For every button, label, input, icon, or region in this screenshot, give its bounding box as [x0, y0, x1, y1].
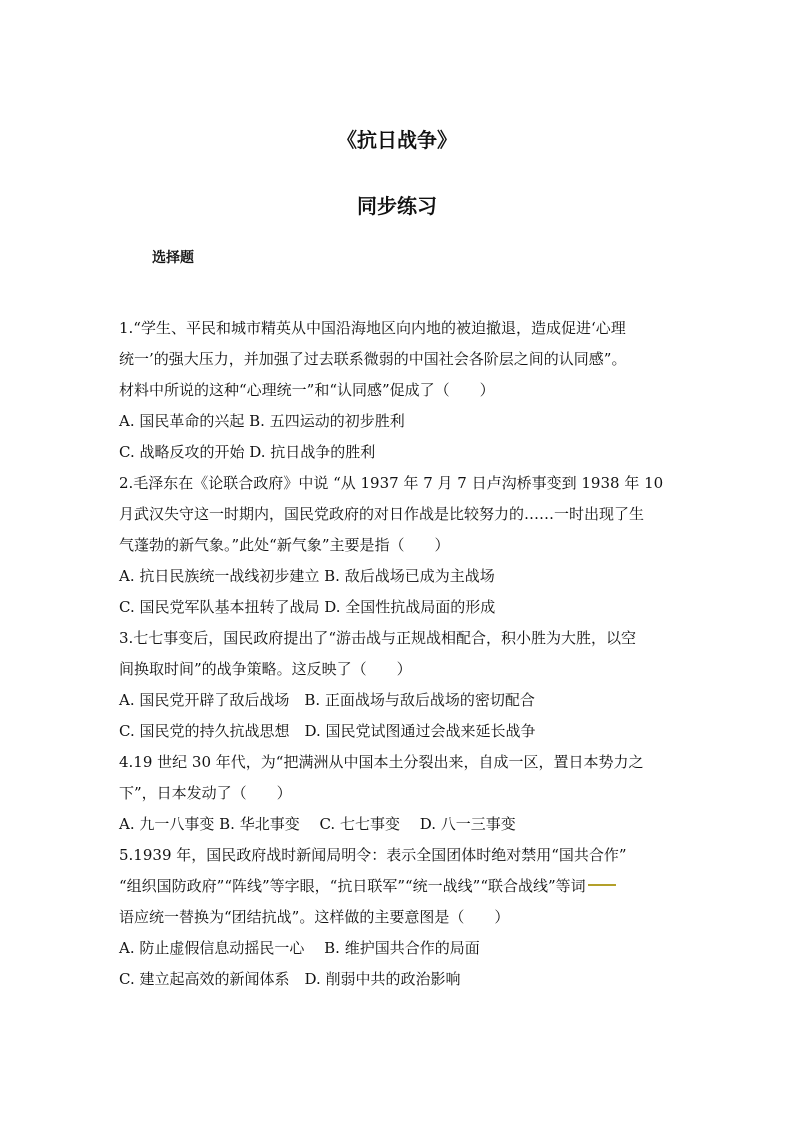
- text-line: 气蓬勃的新气象。”此处“新气象”主要是指（ ）: [119, 536, 450, 554]
- option-line: A. 防止虚假信息动摇民一心 B. 维护国共合作的局面: [119, 939, 480, 957]
- option-line: C. 国民党的持久抗战思想 D. 国民党试图通过会战来延长战争: [119, 722, 536, 740]
- document-subtitle: 同步练习: [357, 194, 437, 218]
- question-list: [119, 313, 679, 995]
- text-line: [119, 871, 679, 902]
- option-line: A. 国民党开辟了敌后战场 B. 正面战场与敌后战场的密切配合: [119, 691, 535, 709]
- text-line: 月武汉失守这一时期内，国民党政府的对日作战是比较努力的……一时出现了生: [119, 505, 645, 523]
- text-line: 材料中所说的这种“心理统一”和“认同感”促成了（ ）: [119, 381, 495, 399]
- option-line: A. 抗日民族统一战线初步建立 B. 敌后战场已成为主战场: [119, 567, 495, 585]
- text-line: 1.“学生、平民和城市精英从中国沿海地区向内地的被迫撤退，造成促进‘心理: [119, 319, 626, 337]
- document-title: 《抗日战争》: [337, 128, 457, 152]
- option-line: C. 国民党军队基本扭转了战局 D. 全国性抗战局面的形成: [119, 598, 496, 616]
- text-line: 4.19 世纪 30 年代，为“把满洲从中国本土分裂出来，自成一区，置日本势力之: [119, 753, 644, 771]
- option-line: A. 九一八事变 B. 华北事变 C. 七七事变 D. 八一三事变: [119, 815, 516, 833]
- option-line: C. 战略反攻的开始 D. 抗日战争的胜利: [119, 443, 376, 461]
- text-line: 2.毛泽东在《论联合政府》中说 “从 1937 年 7 月 7 日卢沟桥事变到 1938 年 10: [119, 474, 664, 492]
- option-line: A. 国民革命的兴起 B. 五四运动的初步胜利: [119, 412, 405, 430]
- accent-dash: [588, 884, 616, 886]
- text-line: 语应统一替换为“团结抗战”。这样做的主要意图是（ ）: [119, 908, 510, 926]
- section-heading: 选择题: [152, 250, 194, 266]
- text-line: 3.七七事变后，国民政府提出了“游击战与正规战相配合，积小胜为大胜，以空: [119, 629, 636, 647]
- text-line: 间换取时间”的战争策略。这反映了（ ）: [119, 660, 412, 678]
- option-line: C. 建立起高效的新闻体系 D. 削弱中共的政治影响: [119, 970, 461, 988]
- text-line: 统一’的强大压力，并加强了过去联系微弱的中国社会各阶层之间的认同感”。: [119, 350, 627, 368]
- text-line: 5.1939 年，国民政府战时新闻局明令：表示全国团体时绝对禁用“国共合作”: [119, 846, 627, 864]
- text-line-content: “组织国防政府”“阵线”等字眼，“抗日联军”“统一战线”“联合战线”等词: [119, 877, 586, 895]
- text-line: 下”，日本发动了（ ）: [119, 784, 292, 802]
